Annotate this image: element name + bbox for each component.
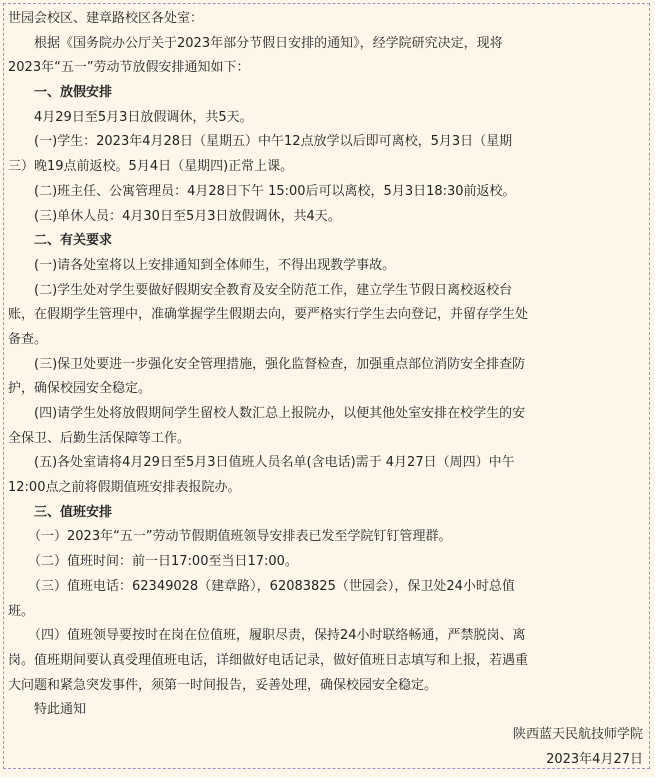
signature: 陕西蓝天民航技师学院 bbox=[512, 726, 643, 742]
paragraph-line: （四）值班领导要按时在岗在位值班，履职尽责，保持24小时联络畅通，严禁脱岗、离 bbox=[28, 628, 526, 644]
paragraph-line: 备查。 bbox=[8, 331, 48, 347]
section-heading: 一、放假安排 bbox=[34, 85, 113, 101]
paragraph-line: （一）2023年“五一”劳动节假期值班领导安排表已发至学院钉钉管理群。 bbox=[28, 529, 452, 545]
paragraph-line: 12:00点之前将假期值班安排表报院办。 bbox=[8, 480, 241, 496]
paragraph-line: (五)各处室请将4月29日至5月3日值班人员名单(含电话)需于 4月27日（周四）中午 bbox=[34, 455, 515, 471]
paragraph-line: 全保卫、后勤生活保障等工作。 bbox=[8, 430, 191, 446]
paragraph-line: (二)班主任、公寓管理员：4月28日下午 15:00后可以离校，5月3日18:30前返校。 bbox=[34, 183, 516, 199]
paragraph-line: (二)学生处对学生要做好假期安全教育及安全防范工作，建立学生节假日离校返校台 bbox=[34, 282, 513, 298]
paragraph-line: 大问题和紧急突发事件，须第一时间报告，妥善处理，确保校园安全稳定。 bbox=[8, 677, 438, 693]
section-heading: 三、值班安排 bbox=[34, 504, 113, 520]
paragraph-line: （二）值班时间：前一日17:00至当日17:00。 bbox=[28, 554, 298, 570]
intro-line: 2023年“五一”劳动节放假安排通知如下： bbox=[8, 60, 250, 76]
paragraph-line: (一)学生：2023年4月28日（星期五）中午12点放学以后即可离校，5月3日（星期 bbox=[34, 134, 513, 150]
paragraph-line: （三）值班电话：62349028（建章路），62083825（世园会），保卫处24小时总值 bbox=[28, 578, 515, 594]
section-heading: 二、有关要求 bbox=[34, 233, 113, 249]
paragraph-line: (四)请学生处将放假期间学生留校人数汇总上报院办，以便其他处室安排在校学生的安 bbox=[34, 406, 526, 421]
paragraph-line: 4月29日至5月3日放假调休，共5天。 bbox=[34, 109, 253, 125]
paragraph-line: 账，在假期学生管理中，准确掌握学生假期去向，要严格实行学生去向登记，并留存学生处 bbox=[8, 307, 529, 323]
closing-text: 特此通知 bbox=[34, 702, 87, 718]
date: 2023年4月27日 bbox=[546, 751, 643, 767]
paragraph-line: (三)单休人员：4月30日至5月3日放假调休，共4天。 bbox=[34, 208, 341, 224]
salutation: 世园会校区、建章路校区各处室： bbox=[8, 11, 204, 26]
paragraph-line: 岗。值班期间要认真受理值班电话，详细做好电话记录，做好值班日志填写和上报，若遇重 bbox=[8, 652, 529, 668]
paragraph-line: (三)保卫处要进一步强化安全管理措施，强化监督检查，加强重点部位消防安全排查防 bbox=[34, 356, 526, 372]
notice-document bbox=[3, 3, 650, 769]
paragraph-line: 三）晚19点前返校。5月4日（星期四)正常上课。 bbox=[8, 159, 294, 175]
paragraph-line: 班。 bbox=[8, 603, 35, 619]
intro-line: 根据《国务院办公厅关于2023年部分节假日安排的通知》，经学院研究决定，现将 bbox=[34, 35, 503, 51]
paragraph-line: 护，确保校园安全稳定。 bbox=[8, 381, 152, 397]
paragraph-line: (一)请各处室将以上安排通知到全体师生，不得出现教学事故。 bbox=[34, 257, 396, 273]
